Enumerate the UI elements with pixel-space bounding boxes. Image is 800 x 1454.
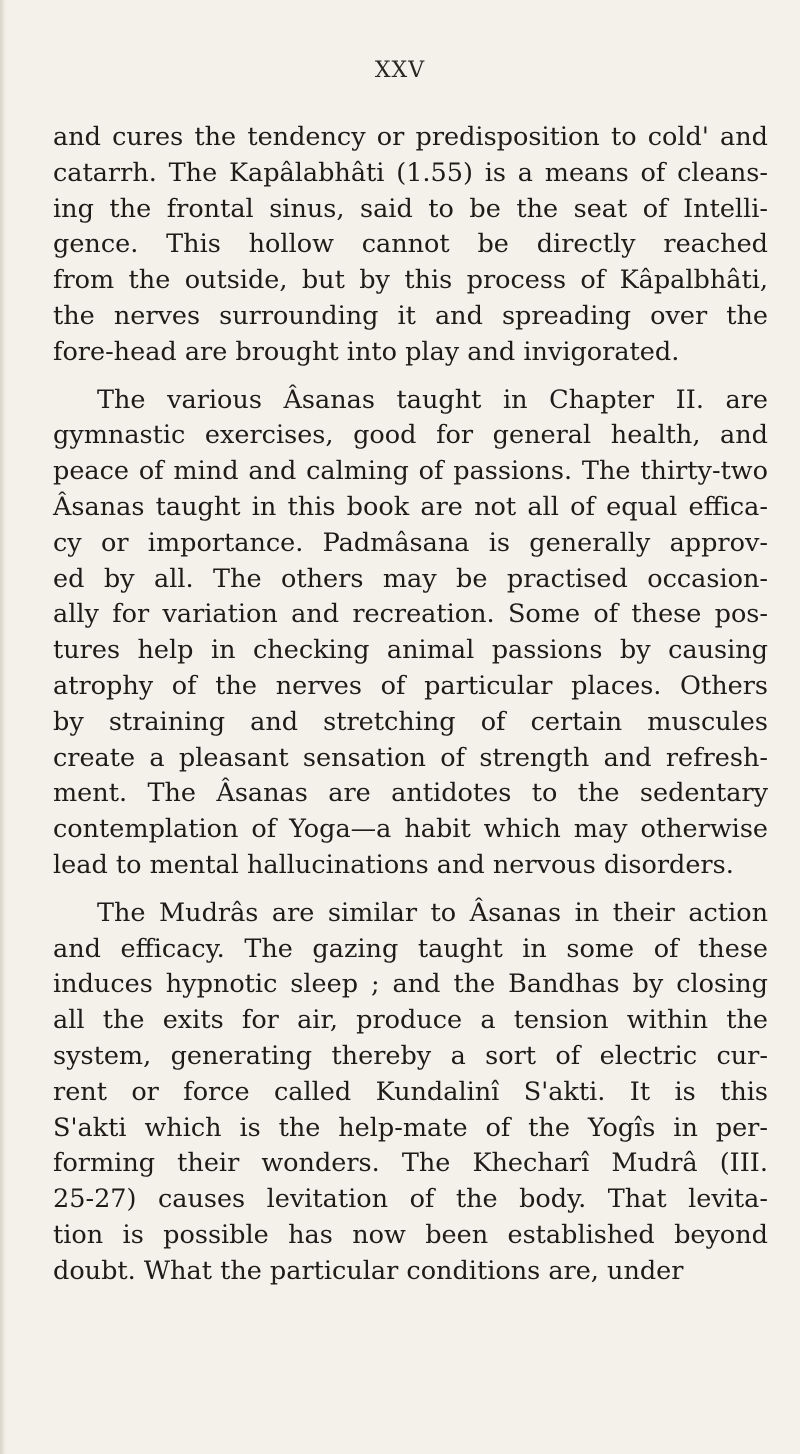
- text-line: fore-head are brought into play and invigorated.: [53, 336, 680, 367]
- text-line: Âsanas taught in this book are not all of equal effica-: [53, 491, 768, 522]
- text-line: 25-27) causes levitation of the body. That levita-: [53, 1184, 768, 1215]
- text-line: and cures the tendency or predisposition to cold' and: [53, 122, 768, 152]
- paragraph-asanas: [53, 383, 768, 884]
- text-line: tures help in checking animal passions by causing: [53, 635, 768, 666]
- text-line: by straining and stretching of certain muscules: [53, 706, 768, 737]
- text-line: tion is possible has now been established beyond: [53, 1219, 768, 1250]
- text-line: S'akti which is the help-mate of the Yogîs in per-: [53, 1112, 768, 1143]
- text-line: from the outside, but by this process of Kâpalbhâti,: [53, 265, 768, 296]
- page-binding-edge: [0, 0, 6, 1454]
- page-number: XXV: [374, 58, 426, 83]
- text-line: and efficacy. The gazing taught in some of these: [53, 933, 768, 964]
- body-text: [53, 120, 768, 1302]
- text-line: rent or force called Kundalinî S'akti. It is this: [53, 1076, 768, 1107]
- text-line: gymnastic exercises, good for general health, and: [53, 420, 768, 451]
- text-line: contemplation of Yoga—a habit which may otherwise: [53, 814, 768, 845]
- text-line: create a pleasant sensation of strength and refresh-: [53, 742, 768, 773]
- text-line: atrophy of the nerves of particular places. Others: [53, 670, 768, 701]
- text-line: forming their wonders. The Khecharî Mudrâ (III.: [53, 1148, 768, 1179]
- text-line: induces hypnotic sleep ; and the Bandhas by closing: [53, 969, 768, 1000]
- text-line: the nerves surrounding it and spreading over the: [53, 300, 768, 331]
- text-line: cy or importance. Padmâsana is generally approv-: [53, 527, 768, 558]
- text-line: all the exits for air, produce a tension within the: [53, 1005, 768, 1036]
- text-line: The various Âsanas taught in Chapter II. are: [97, 384, 768, 415]
- text-line: lead to mental hallucinations and nervous disorders.: [53, 849, 734, 880]
- text-line: ed by all. The others may be practised occasion-: [53, 563, 768, 594]
- text-line: gence. This hollow cannot be directly reached: [53, 229, 768, 260]
- text-line: ally for variation and recreation. Some of these pos-: [53, 599, 768, 630]
- paragraph-mudras: [53, 896, 768, 1290]
- text-line: ment. The Âsanas are antidotes to the sedentary: [53, 778, 768, 809]
- paragraph-kapalabhati: [53, 120, 768, 371]
- text-line: doubt. What the particular conditions are, under: [53, 1255, 684, 1286]
- text-line: system, generating thereby a sort of electric cur-: [53, 1040, 768, 1071]
- text-line: ing the frontal sinus, said to be the seat of Intelli-: [53, 193, 768, 224]
- text-line: peace of mind and calming of passions. The thirty-two: [53, 456, 768, 487]
- text-line: The Mudrâs are similar to Âsanas in their action: [97, 897, 768, 928]
- text-line: catarrh. The Kapâlabhâti (1.55) is a means of cleans-: [53, 157, 768, 188]
